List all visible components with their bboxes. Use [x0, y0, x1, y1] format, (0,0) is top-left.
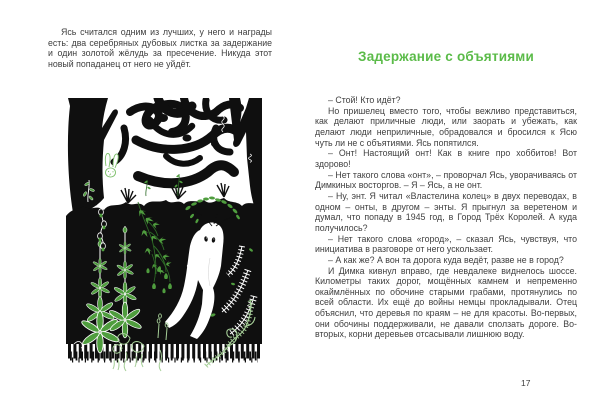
paragraph: Но пришелец вместо того, чтобы вежливо представиться, как делают приличные люди, или заорать и убежать, как делают люди неприличные, обрадовался и бросился к Ясю чуть ли не с объятиями. Ясь попятился.	[315, 105, 577, 148]
paragraph: – Онт! Настоящий онт! Как в книге про хоббитов! Вот здорово!	[315, 148, 577, 169]
paragraph: – А как же? А вон та дорога куда ведёт, разве не в город?	[328, 254, 564, 265]
paragraph: – Нет такого слова «онт», – проворчал Ясь, уворачиваясь от Димкиных восторгов. – Я – Ясь, а не онт.	[315, 169, 577, 191]
branch-tangle	[114, 98, 240, 183]
page-number: 17	[521, 378, 531, 388]
right-page	[300, 0, 600, 411]
body-text-block	[315, 95, 577, 340]
forest-ent-illustration	[66, 98, 262, 375]
paragraph: И Димка кивнул вправо, где невдалеке виднелось шоссе. Километры таких дорог, мощённых камнем и непременно окаймлённых по обочине старыми грабами, протянулись по всей области. Их ещё до войны немцы прокладывали. Отец объяснил, что деревья по краям – не для красоты. Во-первых, они обочины поддерживали, не давали сползать дороге. Во-вторых, корни деревьев отсасывали лишнюю воду.	[315, 265, 577, 340]
paragraph: – Стой! Кто идёт?	[328, 95, 401, 105]
right-trunk	[229, 98, 262, 220]
left-page-paragraph: Ясь считался одним из лучших, у него и награды есть: два серебряных дубовых листка за задержание и один золотой жёлудь за пресечение. Никуда этот новый попаданец от него не уйдёт.	[48, 27, 272, 70]
root-fringe	[68, 350, 260, 360]
undergrowth	[66, 198, 262, 344]
paragraph: – Нет такого слова «город», – сказал Ясь, чувствуя, что инициатива в разговоре от него ускользает.	[315, 233, 577, 255]
paragraph: – Ну, энт. Я читал «Властелина колец» в двух переводах, в одном – онты, в другом – энты. Я прыгнул за веретеном и думал, что попаду в 1945 год, в Город Трёх Королей. А куда получилось?	[315, 190, 577, 233]
chapter-heading: Задержание с объятиями	[358, 49, 534, 64]
rabbit-icon	[105, 153, 118, 177]
